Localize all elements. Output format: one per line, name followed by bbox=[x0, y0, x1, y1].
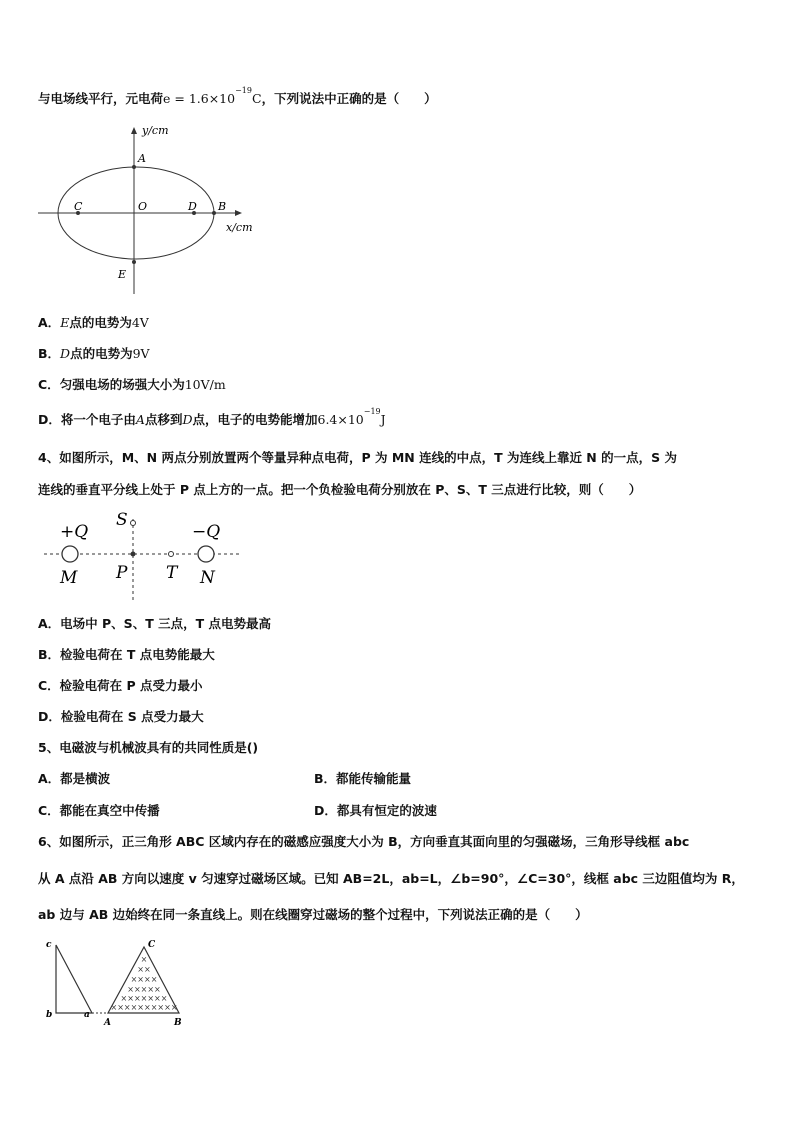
q4-option-a[interactable]: A．电场中 P、S、T 三点，T 点电势最高 bbox=[38, 616, 271, 631]
q3-y-axis-label: y/cm bbox=[142, 124, 169, 137]
q6-label-A: A bbox=[104, 1018, 111, 1028]
q3-stem bbox=[38, 86, 437, 107]
q3-point-A: A bbox=[138, 152, 146, 165]
q4-label-S: S bbox=[116, 510, 128, 530]
q3-point-O: O bbox=[138, 200, 148, 213]
q3-option-b[interactable]: B．D点的电势为9V bbox=[38, 346, 150, 361]
q6-triangle-figure bbox=[40, 935, 200, 1030]
svg-text:××××××××××: ×××××××××× bbox=[110, 1003, 178, 1012]
q4-label-N: N bbox=[200, 568, 215, 588]
q4-label-M: M bbox=[60, 568, 78, 588]
q6-label-a: a bbox=[84, 1010, 90, 1020]
q5-stem: 5、电磁波与机械波具有的共同性质是() bbox=[38, 740, 259, 755]
q3-point-C: C bbox=[74, 200, 83, 213]
svg-text:×: × bbox=[140, 955, 148, 964]
q6-stem-line1: 6、如图所示，正三角形 ABC 区域内存在的磁感应强度大小为 B，方向垂直其面向里的匀强磁场，三角形导线框 abc bbox=[38, 834, 690, 849]
q3-option-a[interactable]: A．E点的电势为4V bbox=[38, 315, 149, 330]
q4-minus-q: −Q bbox=[192, 522, 221, 542]
q4-charges-figure bbox=[40, 505, 250, 600]
svg-text:××××: ×××× bbox=[130, 975, 158, 984]
q6-stem-line3: ab 边与 AB 边始终在同一条直线上。则在线圈穿过磁场的整个过程中，下列说法正确的是（ ） bbox=[38, 907, 588, 922]
svg-text:×××××: ××××× bbox=[127, 985, 161, 994]
q4-label-P: P bbox=[116, 563, 128, 583]
q3-stem-pre: 与电场线平行，元电荷 bbox=[38, 91, 164, 106]
q3-point-E: E bbox=[118, 268, 127, 281]
q5-option-c[interactable]: C．都能在真空中传播 bbox=[38, 803, 160, 818]
q3-point-B: B bbox=[218, 200, 227, 213]
q4-stem-line2: 连线的垂直平分线上处于 P 点上方的一点。把一个负检验电荷分别放在 P、S、T 三点进行比较，则（ ） bbox=[38, 482, 642, 497]
q6-stem-line2: 从 A 点沿 AB 方向以速度 v 匀速穿过磁场区域。已知 AB=2L，ab=L，∠b=90°，∠C=30°，线框 abc 三边阻值均为 R， bbox=[38, 871, 744, 886]
q3-ellipse-figure bbox=[30, 122, 270, 302]
q4-option-b[interactable]: B．检验电荷在 T 点电势能最大 bbox=[38, 647, 215, 662]
q5-option-a[interactable]: A．都是横波 bbox=[38, 771, 111, 786]
svg-text:×××××××: ××××××× bbox=[120, 994, 168, 1003]
q4-plus-q: +Q bbox=[60, 522, 89, 542]
q6-label-c: c bbox=[46, 940, 52, 950]
q5-option-b[interactable]: B．都能传输能量 bbox=[314, 771, 412, 786]
q6-field-crosses bbox=[110, 955, 177, 1012]
q4-stem-line1: 4、如图所示，M、N 两点分别放置两个等量异种点电荷，P 为 MN 连线的中点，T 为连线上靠近 N 的一点，S 为 bbox=[38, 450, 677, 465]
q3-point-D: D bbox=[188, 200, 197, 213]
q3-stem-post: ，下列说法中正确的是（ ） bbox=[261, 91, 437, 106]
q3-charge: $e = 1.6\times 10^{-19}C$ bbox=[163, 86, 262, 106]
q6-label-B: B bbox=[174, 1018, 182, 1028]
q6-label-C: C bbox=[148, 940, 156, 950]
q3-option-d[interactable]: D．将一个电子由A点移到D点，电子的电势能增加$6.4\times 10^{-19}J$ bbox=[38, 407, 386, 427]
q4-label-T: T bbox=[166, 563, 178, 583]
q6-label-b: b bbox=[46, 1010, 53, 1020]
q4-option-c[interactable]: C．检验电荷在 P 点受力最小 bbox=[38, 678, 203, 693]
q3-x-axis-label: x/cm bbox=[226, 221, 253, 234]
q5-option-d[interactable]: D．都具有恒定的波速 bbox=[314, 803, 437, 818]
svg-text:××: ×× bbox=[137, 965, 151, 974]
q4-option-d[interactable]: D．检验电荷在 S 点受力最大 bbox=[38, 709, 204, 724]
q3-option-c[interactable]: C．匀强电场的场强大小为10V/m bbox=[38, 377, 226, 392]
